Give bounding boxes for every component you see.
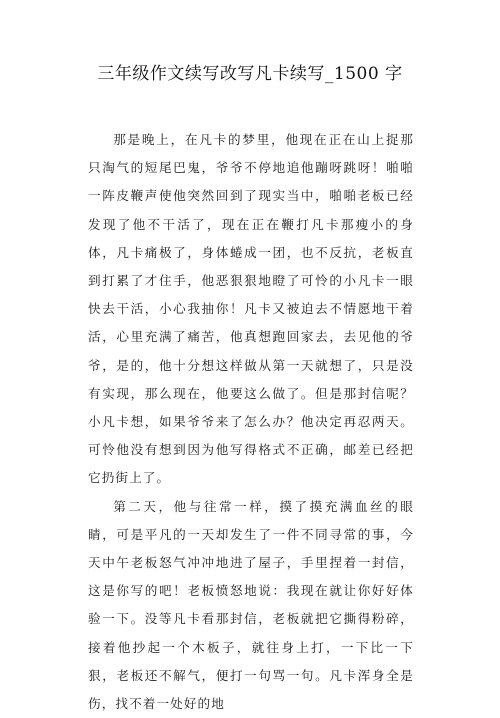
document-body	[88, 126, 414, 718]
paragraph-1: 那是晚上，在凡卡的梦里，他现在正在山上捉那只淘气的短尾巴鬼，爷爷不停地追他蹦呀跳呀！啪啪一阵皮鞭声使他突然回到了现实当中，啪啪老板已经发现了他不干活了，现在正在鞭打凡卡那瘦小的身体，凡卡痛极了，身体蜷成一团，也不反抗，老板直到打累了才住手，他恶狠狠地瞪了可怜的小凡卡一眼快去干活，小心我抽你！凡卡又被迫去不情愿地干着活，心里充满了痛苦，他真想跑回家去，去见他的爷爷，是的，他十分想这样做从第一天就想了，只是没有实现，那么现在，他要这么做了。但是那封信呢？小凡卡想，如果爷爷来了怎么办？他决定再忍两天。可怜他没有想到因为他写得格式不正确，邮差已经把它扔街上了。	[88, 132, 414, 486]
paragraph-2: 第二天，他与往常一样，摸了摸充满血丝的眼睛，可是平凡的一天却发生了一件不同寻常的事，今天中午老板怒气冲冲地进了屋子，手里捏着一封信，这是你写的吧！老板愤怒地说：我现在就让你好好体验一下。没等凡卡看那封信，老板就把它撕得粉碎，接着他抄起一个木板子，就往身上打，一下比一下狠，老板还不解气，便打一句骂一句。凡卡浑身全是伤，找不着一处好的地	[88, 498, 414, 712]
document-title: 三年级作文续写改写凡卡续写_1500 字	[97, 64, 403, 84]
